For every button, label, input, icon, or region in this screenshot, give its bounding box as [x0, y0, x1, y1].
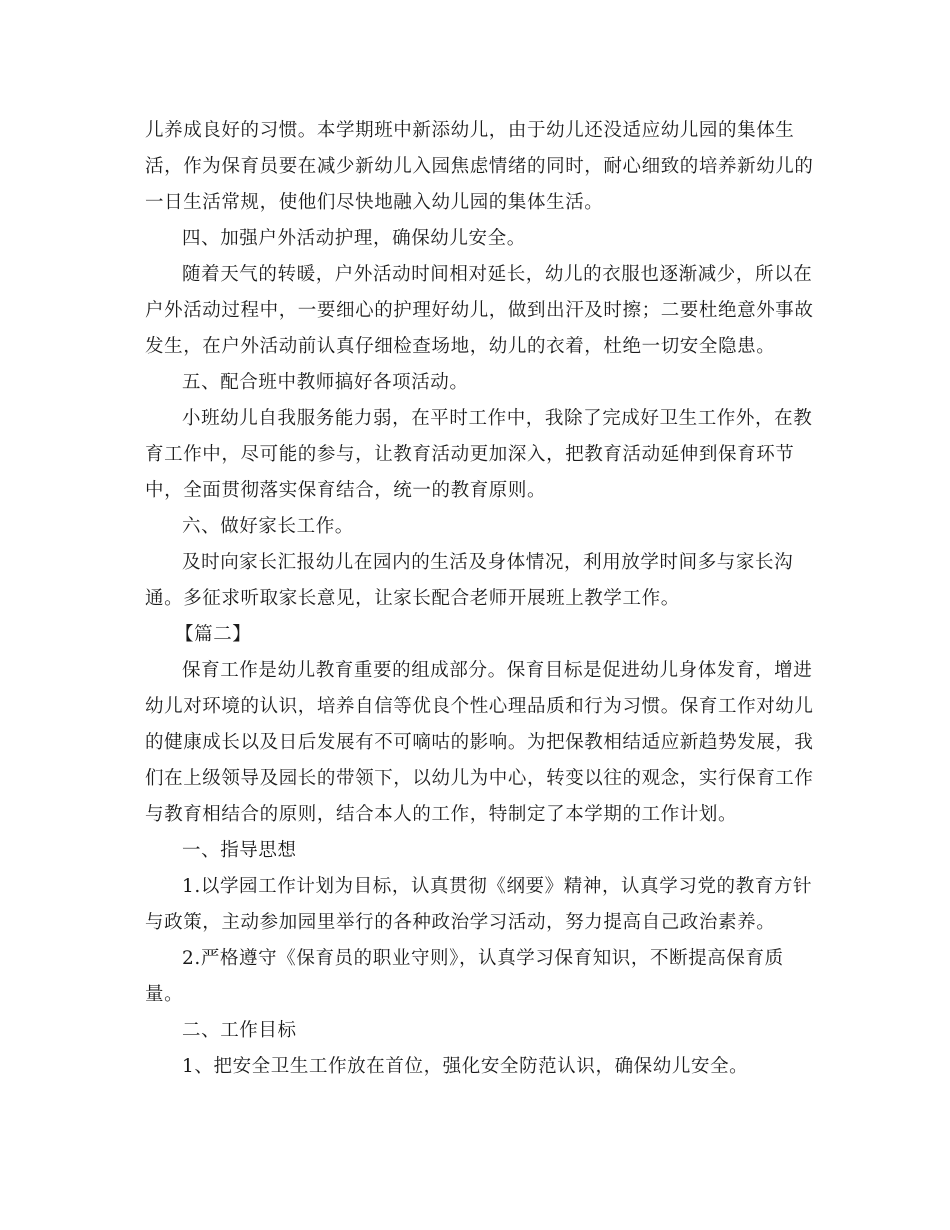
paragraph-line: 户外活动过程中，一要细心的护理好幼儿，做到出汗及时擦；二要杜绝意外事故	[145, 300, 814, 321]
paragraph-line: 儿养成良好的习惯。本学期班中新添幼儿，由于幼儿还没适应幼儿园的集体生	[145, 120, 795, 141]
paragraph-line: 及时向家长汇报幼儿在园内的生活及身体情况，利用放学时间多与家长沟	[182, 552, 794, 573]
paragraph-line: 发生，在户外活动前认真仔细检查场地，幼儿的衣着，杜绝一切安全隐患。	[145, 336, 776, 357]
paragraph-line: 通。多征求听取家长意见，让家长配合老师开展班上教学工作。	[145, 588, 680, 609]
document-body	[145, 113, 814, 1085]
paragraph-line: 2.严格遵守《保育员的职业守则》，认真学习保育知识，不断提高保育质	[182, 948, 784, 969]
section-heading: 一、指导思想	[182, 840, 297, 861]
paragraph-line: 与教育相结合的原则，结合本人的工作，特制定了本学期的工作计划。	[145, 804, 738, 825]
paragraph-line: 育工作中，尽可能的参与，让教育活动更加深入，把教育活动延伸到保育环节	[145, 444, 795, 465]
paragraph-line: 小班幼儿自我服务能力弱，在平时工作中，我除了完成好卫生工作外，在教	[182, 408, 813, 429]
section-heading: 二、工作目标	[182, 1020, 297, 1041]
paragraph-line: 幼儿对环境的认识，培养自信等优良个性心理品质和行为习惯。保育工作对幼儿	[145, 696, 814, 717]
paragraph-line: 中，全面贯彻落实保育结合，统一的教育原则。	[145, 480, 547, 501]
paragraph-line: 活，作为保育员要在减少新幼儿入园焦虑情绪的同时，耐心细致的培养新幼儿的	[145, 156, 814, 177]
section-heading: 四、加强户外活动护理，确保幼儿安全。	[182, 228, 526, 249]
section-heading: 五、配合班中教师搞好各项活动。	[182, 372, 469, 393]
part-title: 【篇二】	[175, 624, 252, 645]
paragraph-line: 与政策，主动参加园里举行的各种政治学习活动，努力提高自己政治素养。	[145, 912, 776, 933]
section-heading: 六、做好家长工作。	[182, 516, 354, 537]
paragraph-line: 一日生活常规，使他们尽快地融入幼儿园的集体生活。	[145, 192, 604, 213]
paragraph-line: 随着天气的转暖，户外活动时间相对延长，幼儿的衣服也逐渐减少，所以在	[182, 264, 813, 285]
paragraph-line: 量。	[145, 984, 184, 1005]
paragraph-line: 保育工作是幼儿教育重要的组成部分。保育目标是促进幼儿身体发育，增进	[182, 660, 813, 681]
paragraph-line: 们在上级领导及园长的带领下，以幼儿为中心，转变以往的观念，实行保育工作	[145, 768, 814, 789]
paragraph-line: 的健康成长以及日后发展有不可嘀咕的影响。为把保教相结适应新趋势发展，我	[145, 732, 814, 753]
paragraph-line: 1、把安全卫生工作放在首位，强化安全防范认识，确保幼儿安全。	[182, 1056, 749, 1077]
paragraph-line: 1.以学园工作计划为目标，认真贯彻《纲要》精神，认真学习党的教育方针	[182, 876, 813, 897]
